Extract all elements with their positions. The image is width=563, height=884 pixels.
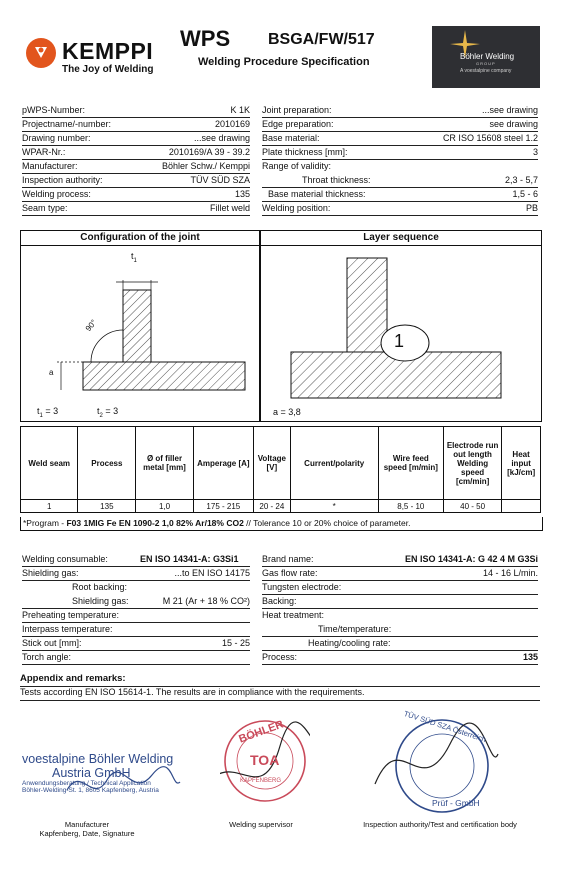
header-process: Process (78, 427, 136, 500)
table-row (21, 500, 541, 513)
caption-supervisor: Welding supervisor (229, 820, 293, 829)
field-row: Seam type: Fillet weld (22, 202, 250, 216)
field-row: Throat thickness: 2,3 - 5,7 (262, 174, 538, 188)
table-cell: 135 (78, 500, 136, 513)
pass-number: 1 (394, 331, 405, 351)
logo-tagline: The Joy of Welding (62, 64, 154, 75)
appendix-title: Appendix and remarks: (20, 673, 540, 687)
a-value: a = 3,8 (273, 407, 301, 417)
field-row: Base material: CR ISO 15608 steel 1.2 (262, 132, 538, 146)
company-stamp: voestalpine Böhler Welding Austria GmbH Anwendungsberatung / Technical Application Böhler-Welding-St. 1, 8605 Kapfenberg, Austria (22, 752, 190, 818)
field-row: Process: 135 (262, 651, 538, 665)
table-cell: 1 (21, 500, 78, 513)
toa-stamp: BÖHLER TOA KAPFENBERG (210, 716, 330, 826)
header-filler: Ø of filler metal [mm] (136, 427, 193, 500)
table-cell: 8,5 - 10 (378, 500, 443, 513)
table-cell: 40 - 50 (444, 500, 502, 513)
caption-inspection: Inspection authority/Test and certification body (363, 820, 517, 829)
t-dimension-label: $t_1$ (131, 251, 137, 264)
field-row: Drawing number: ...see drawing (22, 132, 250, 146)
table-cell: 1,0 (136, 500, 193, 513)
field-row: Gas flow rate: 14 - 16 L/min. (262, 567, 538, 581)
field-row: Tungsten electrode: (262, 581, 538, 595)
field-row: Shielding gas: ...to EN ISO 14175 (22, 567, 250, 581)
field-row: Interpass temperature: (22, 623, 250, 637)
field-row: Torch angle: (22, 651, 250, 665)
header-voltage: Voltage [V] (253, 427, 290, 500)
table-cell: * (290, 500, 378, 513)
header-heat-input: Heat input [kJ/cm] (502, 427, 541, 500)
joint-configuration-box (20, 230, 260, 422)
table-header-row (21, 427, 541, 500)
a-label: a (49, 368, 54, 377)
doc-code: BSGA/FW/517 (268, 31, 375, 48)
header-speed: Electrode run out length Welding speed [cm/min] (444, 427, 502, 500)
field-row: Root backing: (72, 582, 128, 592)
field-row: Manufacturer: Böhler Schw./ Kemppi (22, 160, 250, 174)
field-row: Projectname/-number: 2010169 (22, 118, 250, 132)
joint-box-title: Configuration of the joint (21, 231, 259, 246)
manufacturer-signature-icon (62, 760, 182, 810)
t1-value: $t_1 = 3$ (37, 406, 59, 419)
header-current: Current/polarity (290, 427, 378, 500)
field-row: Preheating temperature: (22, 609, 250, 623)
header-wire-feed: Wire feed speed [m/min] (378, 427, 443, 500)
field-row: Brand name: EN ISO 14341-A: G 42 4 M G3Si (262, 553, 538, 567)
field-row: Welding consumable: EN ISO 14341-A: G3Si1 (22, 553, 250, 567)
table-cell: 20 - 24 (253, 500, 290, 513)
field-row: Stick out [mm]: 15 - 25 (22, 637, 250, 651)
angle-label: 90° (83, 317, 99, 334)
table-cell (502, 500, 541, 513)
doc-subtitle: Welding Procedure Specification (198, 56, 370, 68)
header-amperage: Amperage [A] (193, 427, 253, 500)
kemppi-logo (24, 34, 164, 80)
joint-drawing (21, 246, 259, 421)
logo-word: KEMPPI (62, 38, 154, 64)
field-row: Shielding gas: M 21 (Ar + 18 % CO²) (22, 595, 250, 609)
field-row: Heating/cooling rate: (262, 637, 538, 651)
field-row: Base material thickness: 1,5 - 6 (262, 188, 538, 202)
field-row: Inspection authority: TÜV SÜD SZA (22, 174, 250, 188)
field-row: Welding process: 135 (22, 188, 250, 202)
field-row: pWPS-Number: K 1K (22, 104, 250, 118)
field-row: Joint preparation: ...see drawing (262, 104, 538, 118)
layer-sequence-box (260, 230, 542, 422)
caption-manufacturer: Manufacturer Kapfenberg, Date, Signature (39, 820, 135, 838)
field-row: WPAR-Nr.: 2010169/A 39 - 39.2 (22, 146, 250, 160)
field-row: Range of validity: (262, 161, 332, 171)
program-note: *Program - F03 1MIG Fe EN 1090-2 1,0 82% Ar/18% CO2 // Tolerance 10 or 20% choice of parameter. (20, 517, 543, 531)
tuv-stamp: TÜV SÜD SZA Österreich Prüf - GmbH (360, 714, 510, 824)
kemppi-emblem-icon (26, 38, 56, 68)
t2-value: $t_2 = 3$ (97, 406, 119, 419)
welding-parameter-table (20, 426, 541, 513)
field-row: Welding position: PB (262, 202, 538, 216)
appendix-text: Tests according EN ISO 15614-1. The results are in compliance with the requirements. (20, 687, 540, 701)
boehler-name: Böhler Welding (460, 52, 515, 61)
layer-box-title: Layer sequence (261, 231, 541, 246)
header-weld-seam: Weld seam (21, 427, 78, 500)
field-row: Edge preparation: see drawing (262, 118, 538, 132)
field-row: Backing: (262, 595, 538, 609)
boehler-tagline: A voestalpine company (460, 68, 512, 74)
boehler-group: GROUP (476, 61, 496, 66)
doc-type: WPS (180, 26, 231, 51)
boehler-logo (432, 26, 540, 88)
field-row: Time/temperature: (262, 623, 538, 637)
field-row: Plate thickness [mm]: 3 (262, 146, 538, 160)
field-row: Heat treatment: (262, 610, 325, 620)
table-cell: 175 - 215 (193, 500, 253, 513)
